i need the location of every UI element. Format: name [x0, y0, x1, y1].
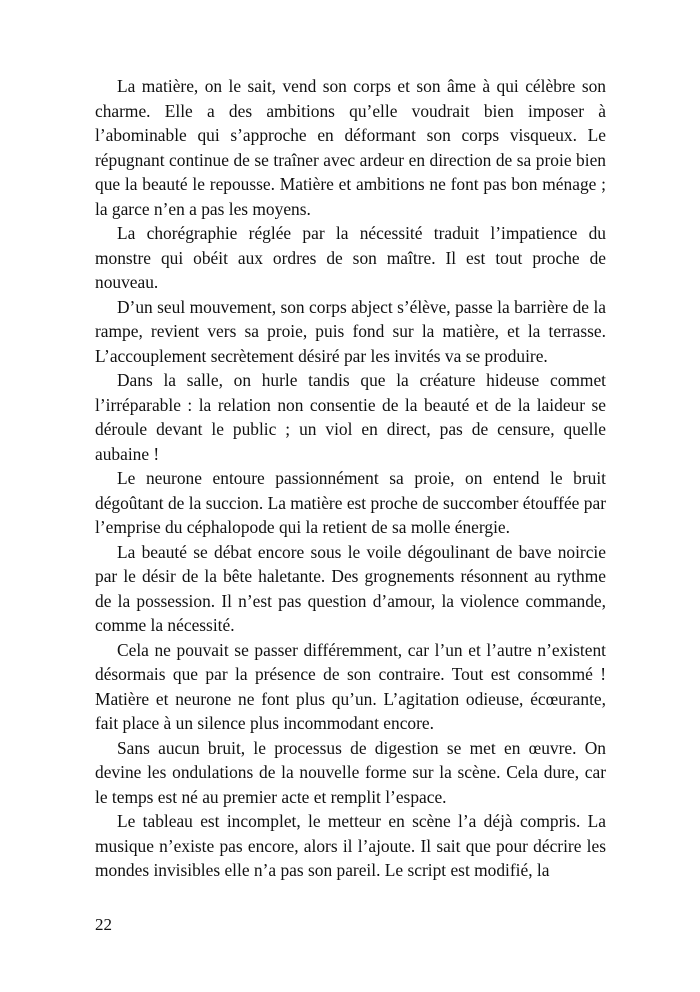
paragraph-8: Sans aucun bruit, le processus de digestion se met en œuvre. On devine les ondulations de la nouvelle forme sur la scène. Cela dure, car le temps est né au premier acte et remplit l’espace.	[95, 737, 606, 807]
paragraph-2: La chorégraphie réglée par la nécessité traduit l’impatience du monstre qui obéit aux ordres de son maître. Il est tout proche de nouveau.	[95, 223, 606, 292]
paragraph-1: La matière, on le sait, vend son corps et son âme à qui célèbre son charme. Elle a des ambitions qu’elle voudrait bien imposer à l’abominable qui s’approche en déformant son corps visqueux. Le répugnant continue de se traîner avec ardeur en direction de sa proie bien que la beauté le repousse. Matière et ambitions ne font pas bon ménage ; la garce n’en a pas les moyens.	[95, 76, 606, 219]
paragraph-9: Le tableau est incomplet, le metteur en scène l’a déjà compris. La musique n’existe pas encore, alors il l’ajoute. Il sait que pour décrire les mondes invisibles elle n’a pas son pareil. Le script est modifié, la	[95, 811, 606, 880]
body-text	[95, 74, 606, 883]
paragraph-5: Le neurone entoure passionnément sa proie, on entend le bruit dégoûtant de la succion. La matière est proche de succomber étouffée par l’emprise du céphalopode qui la retient de sa molle énergie.	[95, 468, 606, 537]
paragraph-3: D’un seul mouvement, son corps abject s’élève, passe la barrière de la rampe, revient vers sa proie, puis fond sur la matière, et la terrasse. L’accouplement secrètement désiré par les invités va se produire.	[95, 296, 606, 366]
page-number: 22	[95, 915, 112, 934]
paragraph-6: La beauté se débat encore sous le voile dégoulinant de bave noircie par le désir de la bête haletante. Des grognements résonnent au rythme de la possession. Il n’est pas question d’amour, la violence commande, comme la nécessité.	[95, 541, 606, 635]
paragraph-4: Dans la salle, on hurle tandis que la créature hideuse commet l’irréparable : la relation non consentie de la beauté et de la laideur se déroule devant le public ; un viol en direct, pas de censure, quelle aubaine !	[95, 370, 606, 464]
paragraph-7: Cela ne pouvait se passer différemment, car l’un et l’autre n’existent désormais que par la présence de son contraire. Tout est consommé ! Matière et neurone ne font plus qu’un. L’agitation odieuse, écœurante, fait place à un silence plus incommodant encore.	[95, 639, 606, 733]
